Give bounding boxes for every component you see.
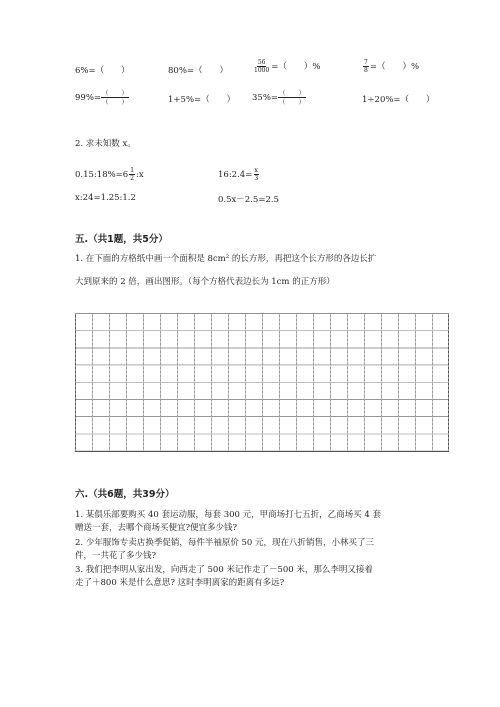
fraction: $\frac{1}{2}$ (130, 167, 135, 182)
section-5-line-1: 1. 在下面的方格纸中画一个面积是 8cm² 的长方形，再把这个长方形的各边长扩 (75, 254, 377, 264)
fraction: $\frac{( )}{( )}$ (279, 89, 306, 106)
q1-row1-c: $\frac{56}{1000}$ =（ ）% (254, 59, 321, 74)
q2-equation-4: 0.5x－2.5=2.5 (218, 195, 279, 205)
problem-2-line-1: 2. 少年服饰专卖店换季促销，每件半袖原价 50 元，现在八折销售，小林买了三 (75, 538, 375, 548)
q1-row2-b: 1+5%=（ ） (168, 95, 236, 105)
q1-row1-a: 6%=（ ） (75, 66, 130, 76)
fraction: $\frac{x}{3}$ (254, 167, 259, 182)
q1-row1-d: $\frac{7}{8}$ =（ ）% (364, 59, 420, 74)
problem-3-line-1: 3. 我们把李明从家出发，向西走了 500 米记作走了－500 米，那么李明又接着 (75, 565, 373, 575)
section-5-heading: 五.（共1题，共5分） (75, 234, 168, 245)
problem-2-line-2: 件，一共花了多少钱? (75, 551, 157, 561)
q1-row1-b: 80%=（ ） (168, 66, 229, 76)
problem-3-line-2: 走了＋800 米是什么意思? 这时李明离家的距离有多远? (75, 578, 285, 588)
q1-row2-c: 35%= $\frac{( )}{( )}$ (252, 89, 306, 106)
grid-paper (75, 313, 449, 452)
q1-row2-a: 99%= $\frac{( )}{( )}$ (75, 89, 129, 106)
problem-1-line-2: 赠送一套，去哪个商场买便宜?便宜多少钱? (75, 523, 238, 533)
q1-row2-d: 1÷20%=（ ） (362, 95, 435, 105)
q2-title: 2. 求未知数 x。 (75, 139, 136, 149)
section-5-line-2: 大到原来的 2 倍，画出图形。（每个方格代表边长为 1cm 的正方形） (75, 277, 335, 287)
fraction: $\frac{7}{8}$ (364, 59, 368, 74)
fraction: $\frac{( )}{( )}$ (102, 89, 129, 106)
fraction: $\frac{56}{1000}$ (254, 59, 270, 74)
problem-1-line-1: 1. 某俱乐部要购买 40 套运动服，每套 300 元，甲商场打七五折，乙商场买 4 套 (75, 510, 381, 520)
q2-equation-1: 0.15:18%=6 $\frac{1}{2}$ :x (75, 167, 144, 182)
q2-equation-2: 16:2.4= $\frac{x}{3}$ (218, 167, 259, 182)
q2-equation-3: x:24=1.25:1.2 (75, 193, 136, 203)
section-6-heading: 六.（共6题，共39分） (75, 489, 175, 500)
